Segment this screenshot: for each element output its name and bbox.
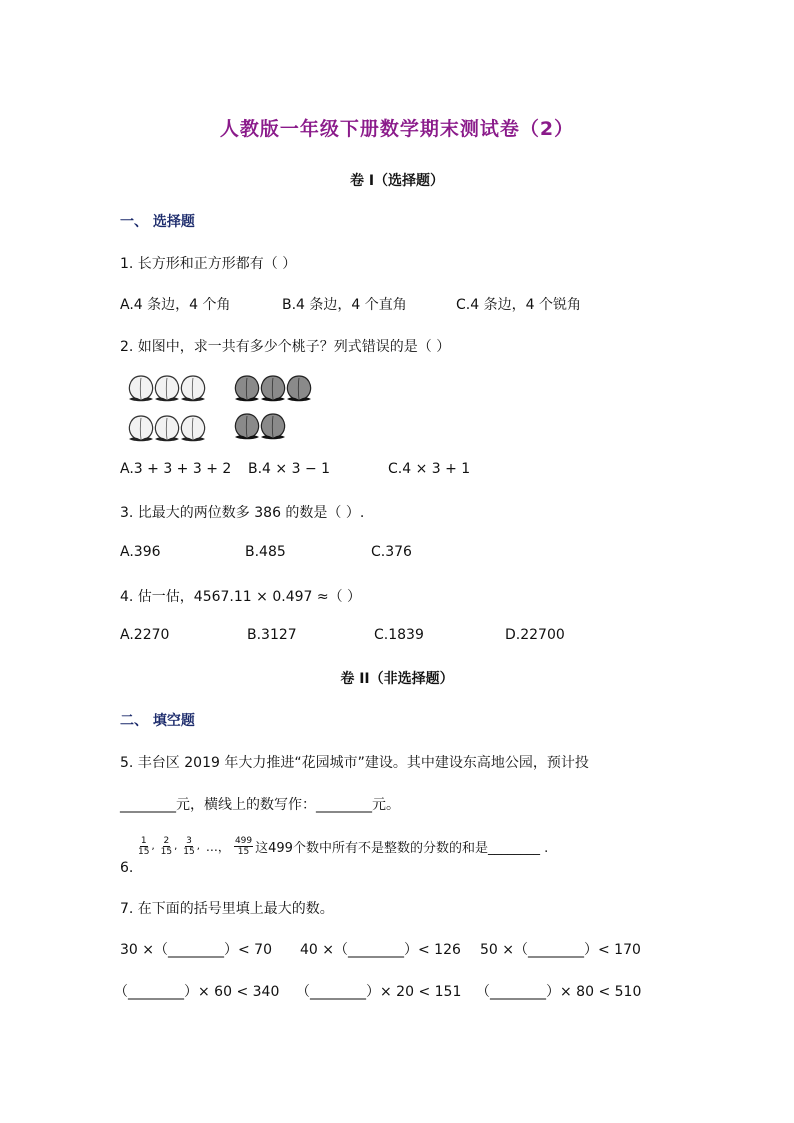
q7-item-3: 50 ×（________）< 170 — [480, 942, 641, 958]
question-6-number: 6. — [120, 860, 134, 876]
question-1: 1. 长方形和正方形都有（ ） — [120, 256, 297, 272]
q3-option-c: C.376 — [371, 544, 412, 560]
peach-icon — [129, 416, 153, 441]
peach-icon — [155, 376, 179, 401]
question-5-line2: ________元，横线上的数写作：________元。 — [120, 797, 400, 813]
peach-icon — [235, 376, 259, 401]
peach-icon — [261, 414, 285, 439]
question-3: 3. 比最大的两位数多 386 的数是（ ）. — [120, 505, 365, 521]
q3-option-a: A.396 — [120, 544, 161, 560]
page-title: 人教版一年级下册数学期末测试卷（2） — [219, 118, 575, 140]
peach-icon — [155, 416, 179, 441]
question-5-line1: 5. 丰台区 2019 年大力推进“花园城市”建设。其中建设东高地公园，预计投 — [120, 755, 589, 771]
q7-item-4: （________）× 60 < 340 — [114, 984, 280, 1000]
question-7: 7. 在下面的括号里填上最大的数。 — [120, 901, 334, 917]
q7-item-6: （________）× 80 < 510 — [476, 984, 642, 1000]
q2-option-a: A.3 + 3 + 3 + 2 — [120, 461, 232, 477]
section-heading-fill: 二、 填空题 — [120, 713, 195, 729]
peach-icon — [261, 376, 285, 401]
fraction-4: $\frac{499}{15}$ — [234, 836, 253, 857]
q4-option-a: A.2270 — [120, 627, 170, 643]
q4-option-c: C.1839 — [374, 627, 424, 643]
question-2: 2. 如图中，求一共有多少个桃子？列式错误的是（ ） — [120, 339, 451, 355]
q2-option-c: C.4 × 3 + 1 — [388, 461, 471, 477]
peach-icon — [129, 376, 153, 401]
q7-item-5: （________）× 20 < 151 — [296, 984, 462, 1000]
q4-option-d: D.22700 — [505, 627, 565, 643]
q7-item-2: 40 ×（________）< 126 — [300, 942, 461, 958]
question-6-text: 这499个数中所有不是整数的分数的和是________ . — [255, 841, 549, 856]
peach-icon — [181, 376, 205, 401]
part-heading-2: 卷 II（非选择题） — [340, 671, 454, 687]
peach-icon — [287, 376, 311, 401]
q1-option-b: B.4 条边，4 个直角 — [282, 297, 407, 313]
question-6-fractions: $\frac{1}{15}$ , $\frac{2}{15}$ , $\frac{3}{15}$ , …， $\frac{499}{15}$ 这499个数中所有不是整数的分数的和是________ . — [138, 836, 549, 857]
ellipsis: …， — [205, 840, 230, 854]
fraction-2: $\frac{2}{15}$ — [160, 836, 173, 857]
peach-icon — [235, 414, 259, 439]
fraction-1: $\frac{1}{15}$ — [138, 836, 150, 857]
q3-option-b: B.485 — [245, 544, 286, 560]
q1-option-c: C.4 条边，4 个锐角 — [456, 297, 581, 313]
q1-option-a: A.4 条边，4 个角 — [120, 297, 231, 313]
q4-option-b: B.3127 — [247, 627, 297, 643]
fraction-3: $\frac{3}{15}$ — [183, 836, 195, 857]
peaches-figure — [122, 372, 322, 444]
question-4: 4. 估一估，4567.11 × 0.497 ≈（ ） — [120, 589, 362, 605]
peach-icon — [181, 416, 205, 441]
q2-option-b: B.4 × 3 − 1 — [248, 461, 331, 477]
q7-item-1: 30 ×（________）< 70 — [120, 942, 272, 958]
section-heading-choice: 一、 选择题 — [120, 214, 195, 230]
part-heading-1: 卷 I（选择题） — [349, 173, 445, 189]
